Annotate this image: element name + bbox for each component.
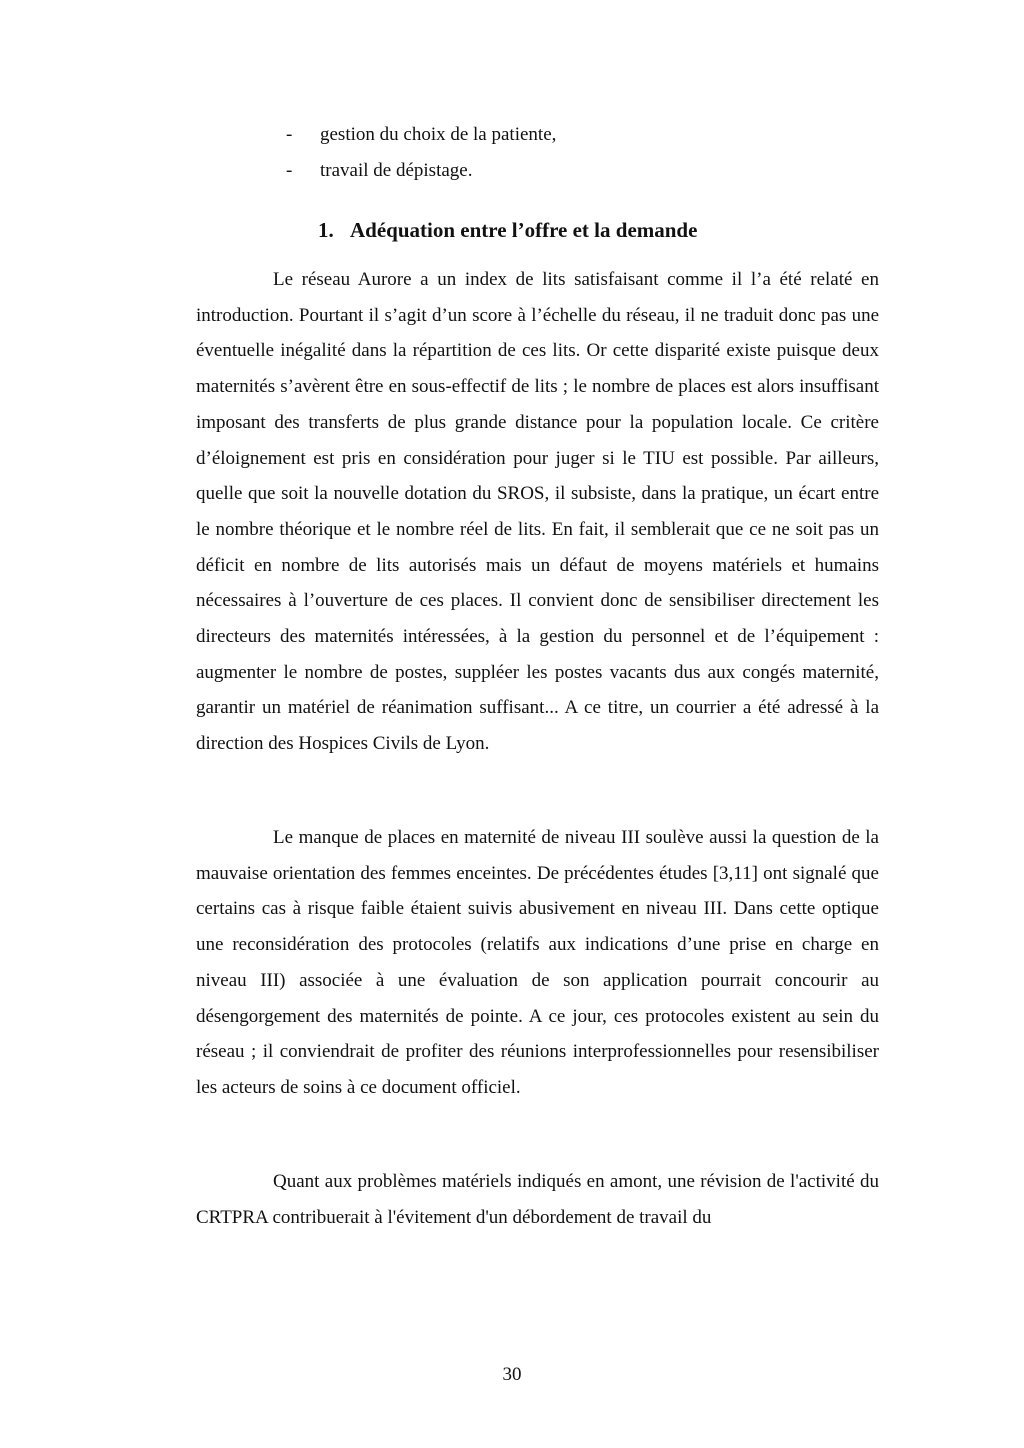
page-number: 30 <box>502 1364 522 1385</box>
bullet-dash: - <box>286 124 293 145</box>
section-heading <box>318 218 697 243</box>
section-number: 1. <box>318 218 334 242</box>
bullet-dash: - <box>286 160 293 181</box>
section-title: Adéquation entre l’offre et la demande <box>350 218 698 242</box>
bullet-text: travail de dépistage. <box>320 160 473 181</box>
paragraph: Quant aux problèmes matériels indiqués en amont, une révision de l'activité du CRTPRA contribuerait à l'évitement d'un débordement de travail du <box>196 1171 879 1228</box>
paragraph: Le manque de places en maternité de niveau III soulève aussi la question de la mauvaise orientation des femmes enceintes. De précédentes études [3,11] ont signalé que certains cas à risque faible étaient suivis abusivement en niveau III. Dans cette optique une reconsidération des protocoles (relatifs aux indications d’une prise en charge en niveau III) associée à une évaluation de son application pourrait concourir au désengorgement des maternités de pointe. A ce jour, ces protocoles existent au sein du réseau ; il conviendrait de profiter des réunions interprofessionnelles pour resensibiliser les acteurs de soins à ce document officiel. <box>196 827 879 1098</box>
bullet-item <box>286 123 556 147</box>
bullet-item <box>286 159 472 183</box>
bullet-text: gestion du choix de la patiente, <box>320 124 557 145</box>
paragraph: Le réseau Aurore a un index de lits satisfaisant comme il l’a été relaté en introduction. Pourtant il s’agit d’un score à l’échelle du réseau, il ne traduit donc pas une éventuelle inégalité dans la répartition de ces lits. Or cette disparité existe puisque deux maternités s’avèrent être en sous-effectif de lits ; le nombre de places est alors insuffisant imposant des transferts de plus grande distance pour la population locale. Ce critère d’éloignement est pris en considération pour juger si le TIU est possible. Par ailleurs, quelle que soit la nouvelle dotation du SROS, il subsiste, dans la pratique, un écart entre le nombre théorique et le nombre réel de lits. En fait, il semblerait que ce ne soit pas un déficit en nombre de lits autorisés mais un défaut de moyens matériels et humains nécessaires à l’ouverture de ces places. Il convient donc de sensibiliser directement les directeurs des maternités intéressées, à la gestion du personnel et de l’équipement : augmenter le nombre de postes, suppléer les postes vacants dus aux congés maternité, garantir un matériel de réanimation suffisant... A ce titre, un courrier a été adressé à la direction des Hospices Civils de Lyon. <box>196 269 879 755</box>
